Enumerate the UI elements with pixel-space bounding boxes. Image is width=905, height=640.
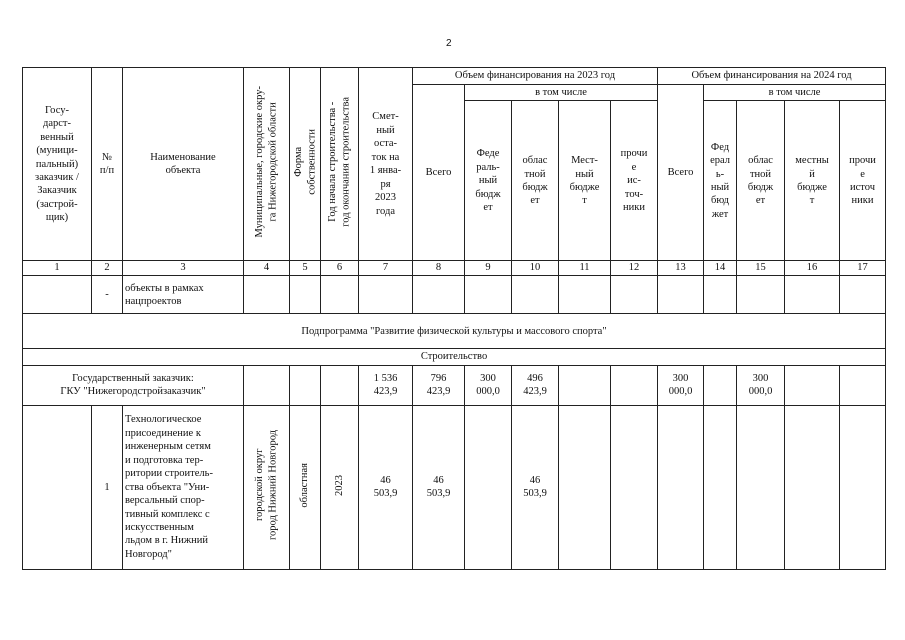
col-number: 10 [512, 261, 559, 276]
natproj-num: - [92, 276, 123, 314]
customer-total-2024: 300 000,0 [658, 365, 704, 405]
header-incl-2023: в том числе [465, 85, 658, 101]
header-local-2024: местны й бюдже т [785, 101, 840, 261]
object-estimate: 46 503,9 [359, 405, 413, 569]
col-number: 3 [123, 261, 244, 276]
page-number: 2 [446, 38, 452, 49]
header-fin-2024: Объем финансирования на 2024 год [658, 68, 886, 85]
header-fin-2023: Объем финансирования на 2023 год [413, 68, 658, 85]
col-number: 12 [611, 261, 658, 276]
object-ownership: областная [299, 462, 311, 508]
col-number: 2 [92, 261, 123, 276]
header-customer: Госу- дарст- венный (муници- пальный) заказчик / Заказчик (застрой- щик) [23, 68, 92, 261]
header-total-2023: Всего [413, 85, 465, 261]
col-number: 6 [321, 261, 359, 276]
natproj-row [23, 276, 886, 314]
col-number: 15 [737, 261, 785, 276]
header-federal-2023: Феде раль- ный бюдж ет [465, 101, 512, 261]
object-regional-2023: 46 503,9 [512, 405, 559, 569]
object-municipal: городской округ город Нижний Новгород [254, 430, 279, 541]
header-other-2024: прочи е источ ники [840, 101, 886, 261]
section-title: Строительство [23, 349, 886, 365]
col-number: 5 [290, 261, 321, 276]
col-number: 11 [559, 261, 611, 276]
col-number: 17 [840, 261, 886, 276]
customer-total-2023: 796 423,9 [413, 365, 465, 405]
customer-federal-2023: 300 000,0 [465, 365, 512, 405]
col-number: 13 [658, 261, 704, 276]
object-num: 1 [92, 405, 123, 569]
financing-table [22, 67, 886, 570]
header-local-2023: Мест- ный бюдже т [559, 101, 611, 261]
col-number: 16 [785, 261, 840, 276]
object-total-2023: 46 503,9 [413, 405, 465, 569]
customer-row [23, 365, 886, 405]
column-numbers-row [23, 261, 886, 276]
header-regional-2023: облас тной бюдж ет [512, 101, 559, 261]
header-estimate: Смет- ный оста- ток на 1 янва- ря 2023 года [359, 68, 413, 261]
subprogram-title: Подпрограмма "Развитие физической культуры и массового спорта" [23, 314, 886, 349]
customer-label: Государственный заказчик: ГКУ "Нижегородстройзаказчик" [23, 365, 244, 405]
header-num: № п/п [92, 68, 123, 261]
col-number: 4 [244, 261, 290, 276]
customer-regional-2023: 496 423,9 [512, 365, 559, 405]
col-number: 1 [23, 261, 92, 276]
header-total-2024: Всего [658, 85, 704, 261]
header-ownership: Форма собственности [293, 129, 318, 195]
header-federal-2024: Фед ерал ь- ный бюд жет [704, 101, 737, 261]
object-years: 2023 [333, 474, 345, 496]
col-number: 14 [704, 261, 737, 276]
header-incl-2024: в том числе [704, 85, 886, 101]
header-other-2023: прочи е ис- точ- ники [611, 101, 658, 261]
header-object-name: Наименование объекта [123, 68, 244, 261]
object-row [23, 405, 886, 569]
natproj-name: объекты в рамках нацпроектов [123, 276, 244, 314]
header-regional-2024: облас тной бюдж ет [737, 101, 785, 261]
header-municipal: Муниципальные, городские окру- га Нижегородской области [254, 86, 279, 238]
customer-regional-2024: 300 000,0 [737, 365, 785, 405]
header-years: Год начала строительства - год окончания строительства [327, 97, 352, 227]
col-number: 7 [359, 261, 413, 276]
object-name: Технологическое присоединение к инженерным сетям и подготовка тер- ритории строитель- ства объекта "Уни- версальный спор- тивный комплекс с искусственным льдом в г. Нижний Новгород" [123, 405, 244, 569]
col-number: 9 [465, 261, 512, 276]
customer-estimate: 1 536 423,9 [359, 365, 413, 405]
col-number: 8 [413, 261, 465, 276]
